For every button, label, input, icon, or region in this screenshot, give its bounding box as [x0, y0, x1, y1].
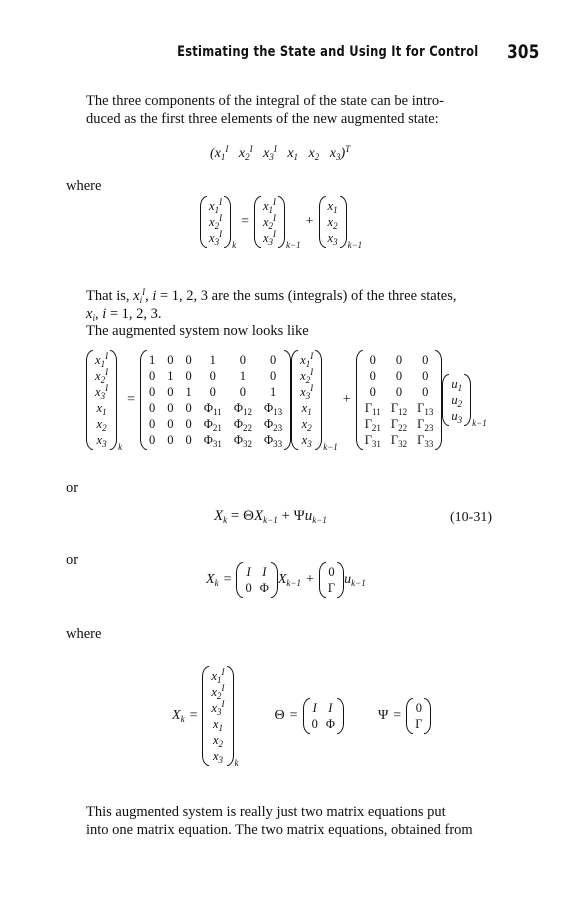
paragraph-line: The augmented system now looks like	[86, 323, 309, 339]
matrix-state-k-1: $x_1$ $x_2$ $x_3$ k−1	[319, 196, 363, 248]
matrix-psi-block: 0 Γ	[319, 562, 344, 598]
matrix-theta-expanded: 1 0 0 1 0 0 0 1 0 0 1 0 0 0 1 0 0 1 0 0 0 $\Phi_{11}$ $\Phi_{12}$ $\Phi_{13}$ 0 0 0 $\Phi_{21}$ $\Phi_{22}$ $\Phi_{23}$ 0 0 0 $\Phi_{31}$ $\Phi_{32}$ $\Phi_{33}$	[140, 350, 291, 450]
paragraph-line: = 1, 2, 3.	[109, 305, 162, 322]
matrix-input-k-1: $u_1$ $u_2$ $u_3$ k−1	[442, 374, 486, 426]
paragraph-intro	[86, 93, 526, 128]
paragraph-line: = 1, 2, 3 are the sums (integrals) of the three states,	[159, 288, 457, 304]
block-system-equation: $X_k$ = I I 0 Φ $X_{k-1}$ + 0 Γ $u_{k-1}$	[206, 562, 366, 598]
paragraph-line: This augmented system is really just two matrix equations put	[86, 804, 446, 820]
where-label: where	[66, 178, 102, 194]
paragraph-line: The three components of the integral of the state can be intro-	[86, 93, 444, 109]
matrix-integral-k-1: $x_1^I$ $x_2^I$ $x_3^I$ k−1	[254, 196, 301, 248]
compact-system-equation: $X_k = \Theta X_{k-1} + \Psi u_{k-1}$	[214, 508, 327, 525]
matrix-augmented-state-k-1: $x_1^I$ $x_2^I$ $x_3^I$ $x_1$ $x_2$ $x_3$ k−1	[291, 350, 338, 450]
matrix-augmented-state-k: $x_1^I$ $x_2^I$ $x_3^I$ $x_1$ $x_2$ $x_3$ k	[86, 350, 122, 450]
page-number: 305	[507, 41, 540, 63]
paragraph-line: duced as the first three elements of the new augmented state:	[86, 110, 439, 127]
matrix-theta-block: I I 0 Φ	[236, 562, 277, 598]
matrix-psi-def: 0 Γ	[406, 698, 431, 734]
or-label: or	[66, 552, 79, 568]
matrix-integral-k: $x_1^I$ $x_2^I$ $x_3^I$ k	[200, 196, 236, 248]
matrix-theta-def: I I 0 Φ	[303, 698, 344, 734]
paragraph-line: That is,	[86, 288, 130, 304]
augmented-state-vector: ($x_1^I$ $x_2^I$ $x_3^I$ $x_1$ $x_2$ $x_3)^T$	[210, 144, 351, 162]
augmented-system-equation: $x_1^I$ $x_2^I$ $x_3^I$ $x_1$ $x_2$ $x_3$ k = 1 0 0 1 0 0 0 1 0 0 1 0 0 0 1 0 0 1 0 0 0 $\Phi_{11}$ $\Phi_{12}$ $\Phi_{13}$ 0 0 0 $\Phi_{21}$ $\Phi_{22}$ $\Phi_{23}$ 0 0 0 $\Phi_{31}$ $\Phi_{32}$ $\Phi_{33}$ $x_1^I$ $x_2^I$ $x_3^I$ $x_1$ $x_2$ $x_3$ k−1 + 0 0 0 0 0 0 0 0 0 $\Gamma_{11}$ $\Gamma_{12}$ $\Gamma_{13}$ $\Gamma_{21}$ $\Gamma_{22}$ $\Gamma_{23}$ $\Gamma_{31}$ $\Gamma_{32}$ $\Gamma_{33}$ $u_1$ $u_2$ $u_3$ k−1	[86, 350, 487, 450]
matrix-psi-expanded: 0 0 0 0 0 0 0 0 0 $\Gamma_{11}$ $\Gamma_{12}$ $\Gamma_{13}$ $\Gamma_{21}$ $\Gamma_{22}$ $\Gamma_{23}$ $\Gamma_{31}$ $\Gamma_{32}$ $\Gamma_{33}$	[356, 350, 443, 450]
paragraph-closing	[86, 804, 526, 839]
paragraph-that-is: That is, $x_i^I$, i = 1, 2, 3 are the sums (integrals) of the three states, $x_i$, i = 1, 2, 3. The augmented system now looks like	[86, 288, 526, 341]
equation-number: (10-31)	[450, 510, 492, 525]
or-label: or	[66, 480, 79, 496]
running-head: Estimating the State and Using It for Control	[176, 44, 478, 60]
where-label: where	[66, 626, 102, 642]
integral-update-equation: $x_1^I$ $x_2^I$ $x_3^I$ k = $x_1^I$ $x_2^I$ $x_3^I$ k−1 + $x_1$ $x_2$ $x_3$ k−1	[200, 196, 362, 248]
definitions-equation: $X_k$ = $x_1^I$ $x_2^I$ $x_3^I$ $x_1$ $x_2$ $x_3$ k Θ = I I 0 Φ Ψ = 0 Γ	[172, 666, 431, 766]
matrix-augmented-state-def: $x_1^I$ $x_2^I$ $x_3^I$ $x_1$ $x_2$ $x_3$ k	[202, 666, 238, 766]
paragraph-line: into one matrix equation. The two matrix equations, obtained from	[86, 821, 473, 838]
